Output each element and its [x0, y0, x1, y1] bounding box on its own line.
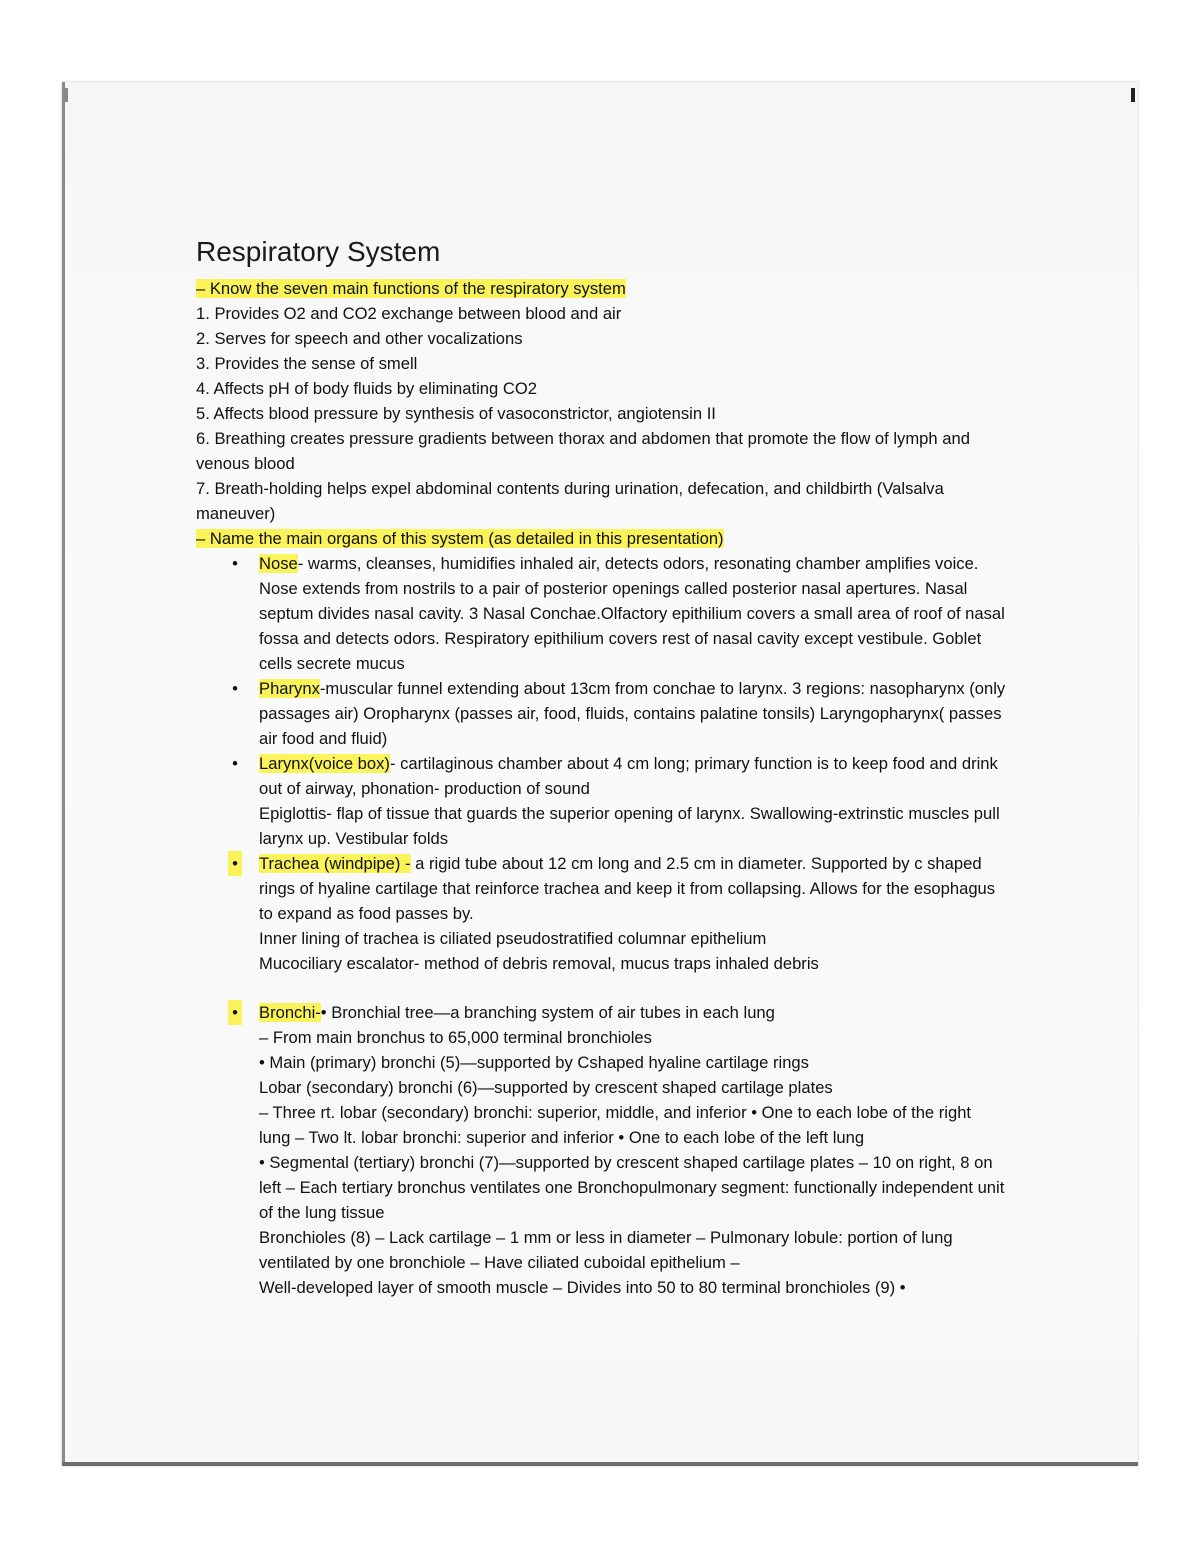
organs-list — [196, 551, 1006, 1300]
bullet-icon: • — [232, 679, 238, 698]
organ-item-pharynx — [196, 676, 1006, 751]
organ-text-trachea: a rigid tube about 12 cm long and 2.5 cm in diameter. Supported by c shaped rings of hyaline cartilage that reinforce trachea and keep it from collapsing. Allows for the esophagus to expand as food passes by. — [259, 854, 996, 923]
organ-name-larynx: Larynx(voice box) — [259, 754, 390, 773]
bronchi-line-7: Well-developed layer of smooth muscle – Divides into 50 to 80 terminal bronchioles (9) • — [259, 1278, 906, 1297]
function-item-2: 2. Serves for speech and other vocalizations — [196, 329, 523, 348]
organ-text-nose: - warms, cleanses, humidifies inhaled air, detects odors, resonating chamber amplifies voice. Nose extends from nostrils to a pair of posterior openings called posterior nasal apertures. Nasal septum divides nasal cavity. 3 Nasal Conchae.Olfactory epithilium covers a small area of roof of nasal fossa and detects odors. Respiratory epithilium covers rest of nasal cavity except vestibule. Goblet cells secrete mucus — [259, 554, 1005, 673]
page-title: Respiratory System — [196, 236, 441, 267]
bronchi-line-5: • Segmental (tertiary) bronchi (7)—supported by crescent shaped cartilage plates – 10 on right, 8 on left – Each tertiary bronchus ventilates one Bronchopulmonary segment: functionally independent unit of the lung tissue — [259, 1153, 1005, 1222]
organ-item-trachea — [196, 851, 1006, 976]
organ-extra-larynx: Epiglottis- flap of tissue that guards the superior opening of larynx. Swallowing-extrinstic muscles pull larynx up. Vestibular folds — [259, 804, 1000, 848]
function-item-1: 1. Provides O2 and CO2 exchange between blood and air — [196, 304, 622, 323]
organ-item-bronchi — [196, 1000, 1006, 1300]
functions-heading-highlight: – Know the seven main functions of the respiratory system — [196, 279, 626, 298]
organ-extra-trachea-1: Inner lining of trachea is ciliated pseudostratified columnar epithelium — [259, 929, 767, 948]
bullet-icon: • — [228, 851, 242, 876]
function-item-7: 7. Breath-holding helps expel abdominal contents during urination, defecation, and childbirth (Valsalva maneuver) — [196, 479, 944, 523]
function-item-6: 6. Breathing creates pressure gradients between thorax and abdomen that promote the flow of lymph and venous blood — [196, 429, 970, 473]
organ-text-pharynx: -muscular funnel extending about 13cm from conchae to larynx. 3 regions: nasopharynx (only passages air) Oropharynx (passes air, food, fluids, contains palatine tonsils) Laryngopharynx( passes air food and fluid) — [259, 679, 1006, 748]
bronchi-line-2: • Main (primary) bronchi (5)—supported by Cshaped hyaline cartilage rings — [259, 1053, 809, 1072]
function-item-5: 5. Affects blood pressure by synthesis of vasoconstrictor, angiotensin II — [196, 404, 716, 423]
organ-name-pharynx: Pharynx — [259, 679, 320, 698]
organs-heading — [196, 526, 1006, 551]
organ-extra-trachea-2: Mucociliary escalator- method of debris removal, mucus traps inhaled debris — [259, 954, 819, 973]
scan-edge-mark-right — [1131, 88, 1135, 102]
organs-heading-highlight: – Name the main organs of this system (as detailed in this presentation) — [196, 529, 724, 548]
bronchi-line-4: – Three rt. lobar (secondary) bronchi: superior, middle, and inferior • One to each lobe of the right lung – Two lt. lobar bronchi: superior and inferior • One to each lobe of the left lung — [259, 1103, 972, 1147]
function-item-4: 4. Affects pH of body fluids by eliminating CO2 — [196, 379, 537, 398]
spacer — [196, 976, 1006, 1000]
bullet-icon: • — [232, 754, 238, 773]
scan-edge-mark-left — [64, 88, 68, 102]
bronchi-line-3: Lobar (secondary) bronchi (6)—supported by crescent shaped cartilage plates — [259, 1078, 833, 1097]
bronchi-line-1: – From main bronchus to 65,000 terminal bronchioles — [259, 1028, 652, 1047]
document-body — [196, 234, 1006, 1300]
bronchi-line-6: Bronchioles (8) – Lack cartilage – 1 mm or less in diameter – Pulmonary lobule: portion of lung ventilated by one bronchiole – Have ciliated cuboidal epithelium – — [259, 1228, 953, 1272]
organ-text-bronchi: • Bronchial tree—a branching system of air tubes in each lung — [320, 1003, 775, 1022]
functions-list — [196, 301, 1006, 526]
organ-item-nose — [196, 551, 1006, 676]
organ-name-trachea: Trachea (windpipe) - — [259, 854, 411, 873]
organ-text-larynx: - cartilaginous chamber about 4 cm long; primary function is to keep food and drink out of airway, phonation- production of sound — [259, 754, 998, 798]
organ-name-nose: Nose — [259, 554, 298, 573]
function-item-3: 3. Provides the sense of smell — [196, 354, 418, 373]
bullet-icon: • — [232, 554, 238, 573]
bullet-icon: • — [228, 1000, 242, 1025]
organ-item-larynx — [196, 751, 1006, 851]
organ-name-bronchi: Bronchi- — [259, 1003, 321, 1022]
functions-heading — [196, 276, 1006, 301]
